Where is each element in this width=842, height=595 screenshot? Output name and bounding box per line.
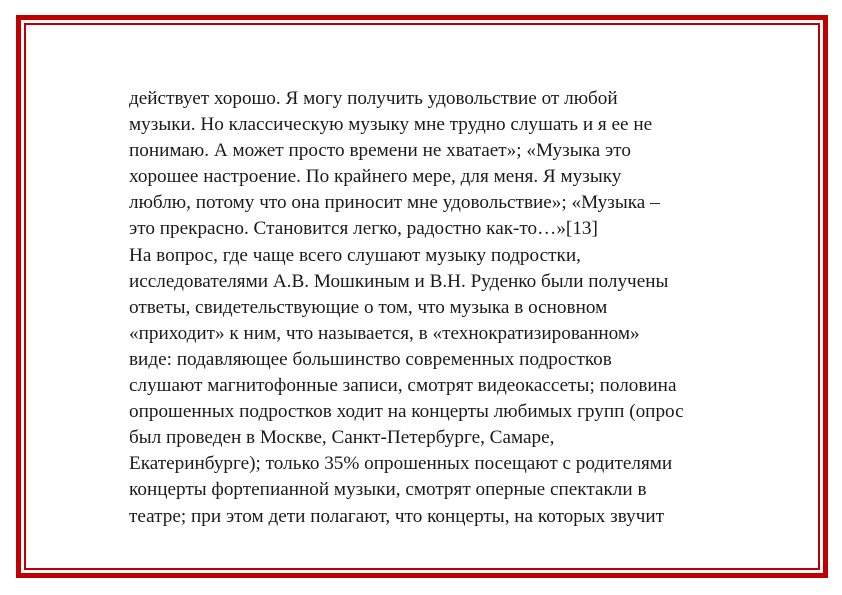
text-line: исследователями А.В. Мошкиным и В.Н. Руденко были получены (129, 270, 669, 292)
text-line: театре; при этом дети полагают, что концерты, на которых звучит (129, 505, 665, 527)
text-line: Екатеринбурге); только 35% опрошенных посещают с родителями (129, 453, 673, 475)
text-line: ответы, свидетельствующие о том, что музыка в основном (129, 296, 608, 318)
text-line: музыки. Но классическую музыку мне трудно слушать и я ее не (129, 114, 653, 136)
body-text (129, 86, 769, 530)
text-line: был проведен в Москве, Санкт-Петербурге, Самаре, (129, 427, 555, 449)
text-line: слушают магнитофонные записи, смотрят видеокассеты; половина (129, 375, 677, 397)
text-line: это прекрасно. Становится легко, радостно как-то…»[13] (129, 218, 598, 240)
text-line: люблю, потому что она приносит мне удовольствие»; «Музыка – (129, 192, 660, 214)
text-line: опрошенных подростков ходит на концерты любимых групп (опрос (129, 401, 684, 423)
text-line: понимаю. А может просто времени не хватает»; «Музыка это (129, 140, 631, 162)
text-line: «приходит» к ним, что называется, в «технократизированном» (129, 322, 640, 344)
text-line: действует хорошо. Я могу получить удовольствие от любой (129, 88, 618, 109)
text-line: хорошее настроение. По крайнего мере, для меня. Я музыку (129, 166, 622, 188)
text-line: концерты фортепианной музыки, смотрят оперные спектакли в (129, 479, 647, 501)
text-line: На вопрос, где чаще всего слушают музыку подростки, (129, 244, 581, 266)
text-line: виде: подавляющее большинство современных подростков (129, 348, 612, 370)
